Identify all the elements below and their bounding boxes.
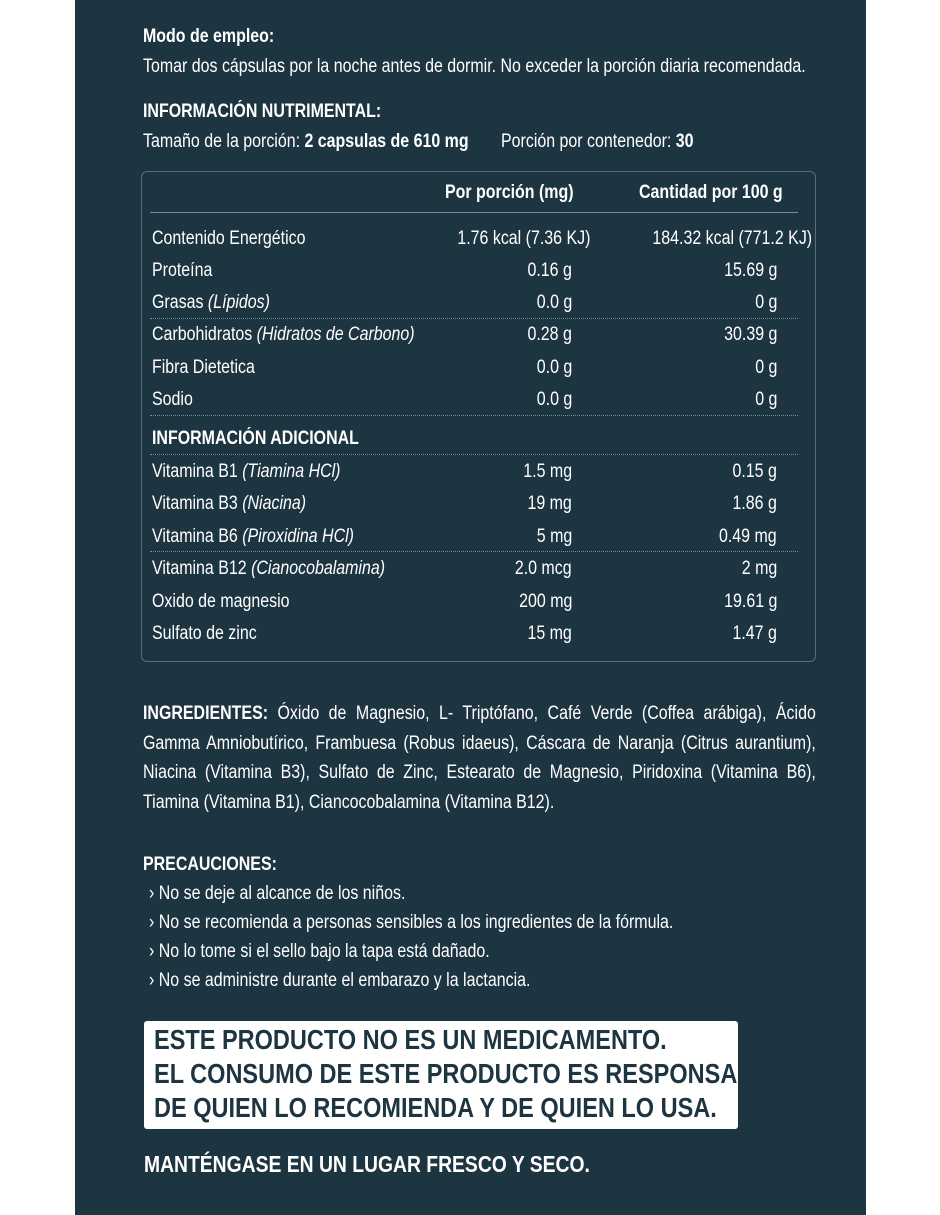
- row-divider: [150, 415, 798, 416]
- warning-line: ESTE PRODUCTO NO ES UN MEDICAMENTO.: [154, 1024, 667, 1055]
- table-row-per-serving: 2.0 mcg: [515, 558, 572, 579]
- table-row-label: Vitamina B6 (Piroxidina HCl): [152, 526, 354, 547]
- usage-title: Modo de empleo:: [143, 26, 275, 47]
- nutrition-table: [141, 171, 816, 662]
- table-row-label: Vitamina B12 (Cianocobalamina): [152, 558, 386, 579]
- row-divider: [150, 551, 798, 552]
- ingredients-text: Óxido de Magnesio, L- Triptófano, Café Verde (Coffea arábiga), Ácido Gamma Amniobutírico, Frambuesa (Robus idaeus), Cáscara de Naranja (Citrus aurantium), Niacina (Vitamina B3), Sulfato de Zinc, Estearato de Magnesio, Piridoxina (Vitamina B6), Tiamina (Vitamina B1), Ciancocobalamina (Vitamina B12).: [143, 703, 816, 813]
- table-row-label: Sulfato de zinc: [152, 623, 257, 644]
- per-container-label: Porción por contenedor:: [500, 131, 672, 152]
- table-row-per-100g: 19.61 g: [723, 591, 777, 612]
- table-row-label: Grasas (Lípidos): [152, 292, 270, 313]
- precaution-item: › No lo tome si el sello bajo la tapa está dañado.: [149, 941, 490, 962]
- warning-line: EL CONSUMO DE ESTE PRODUCTO ES RESPONSABILIDAD: [154, 1058, 833, 1089]
- label-panel: [75, 0, 866, 1215]
- precaution-item: › No se administre durante el embarazo y la lactancia.: [149, 970, 531, 991]
- per-container-value: 30: [675, 131, 694, 152]
- table-row-per-serving: 0.0 g: [536, 389, 572, 410]
- nutrition-title: INFORMACIÓN NUTRIMENTAL:: [143, 101, 382, 122]
- serving-value: 2 capsulas de 610 mg: [304, 131, 469, 152]
- precaution-item: › No se deje al alcance de los niños.: [149, 883, 406, 904]
- table-row-per-serving: 5 mg: [536, 526, 572, 547]
- precautions-title: PRECAUCIONES:: [143, 854, 277, 875]
- table-row-per-serving: 1.5 mg: [523, 461, 572, 482]
- table-row-per-100g: 0 g: [754, 292, 777, 313]
- table-row-per-serving: 19 mg: [527, 493, 572, 514]
- serving-label: Tamaño de la porción:: [143, 131, 301, 152]
- table-row-label: Vitamina B3 (Niacina): [152, 493, 307, 514]
- row-divider: [150, 454, 798, 455]
- col-header-per-100g: Cantidad por 100 g: [639, 182, 783, 203]
- col-header-per-serving: Por porción (mg): [445, 182, 574, 203]
- table-row-per-serving: 0.28 g: [527, 324, 572, 345]
- table-row-per-100g: 184.32 kcal (771.2 KJ): [652, 228, 813, 249]
- table-row-per-serving: 0.0 g: [536, 292, 572, 313]
- table-row-per-serving: 0.16 g: [527, 260, 572, 281]
- precaution-item: › No se recomienda a personas sensibles a los ingredientes de la fórmula.: [149, 912, 674, 933]
- warning-box: [144, 1021, 833, 1129]
- table-row-label: Sodio: [152, 389, 193, 410]
- table-row-per-100g: 0.15 g: [732, 461, 777, 482]
- table-row-label: Fibra Dietetica: [152, 357, 255, 378]
- header-rule: [150, 212, 798, 213]
- table-row-label: Vitamina B1 (Tiamina HCl): [152, 461, 341, 482]
- table-row-label: Proteína: [152, 260, 213, 281]
- usage-text: Tomar dos cápsulas por la noche antes de dormir. No exceder la porción diaria recomendada.: [143, 56, 806, 77]
- warning-line: DE QUIEN LO RECOMIENDA Y DE QUIEN LO USA.: [154, 1092, 717, 1123]
- table-row-per-serving: 15 mg: [527, 623, 572, 644]
- ingredients-label: INGREDIENTES:: [143, 703, 269, 724]
- table-row-label: Carbohidratos (Hidratos de Carbono): [152, 324, 415, 345]
- table-row-label: Contenido Energético: [152, 228, 306, 249]
- table-row-per-100g: 0 g: [754, 389, 777, 410]
- storage-note: MANTÉNGASE EN UN LUGAR FRESCO Y SECO.: [144, 1151, 590, 1177]
- row-divider: [150, 318, 798, 319]
- table-row-per-100g: 15.69 g: [723, 260, 777, 281]
- table-row-per-serving: 200 mg: [518, 591, 572, 612]
- table-row-per-serving: 1.76 kcal (7.36 KJ): [457, 228, 591, 249]
- table-row-per-100g: 2 mg: [741, 558, 777, 579]
- table-row-per-100g: 30.39 g: [723, 324, 777, 345]
- table-row-per-100g: 1.86 g: [732, 493, 777, 514]
- table-row-per-100g: 0 g: [754, 357, 777, 378]
- serving-info: [143, 131, 798, 153]
- table-row-label: Oxido de magnesio: [152, 591, 290, 612]
- table-row-per-100g: 1.47 g: [732, 623, 777, 644]
- table-row-per-serving: 0.0 g: [536, 357, 572, 378]
- table-row-per-100g: 0.49 mg: [719, 526, 777, 547]
- ingredients-paragraph: [143, 699, 816, 817]
- additional-info-title: INFORMACIÓN ADICIONAL: [152, 428, 359, 449]
